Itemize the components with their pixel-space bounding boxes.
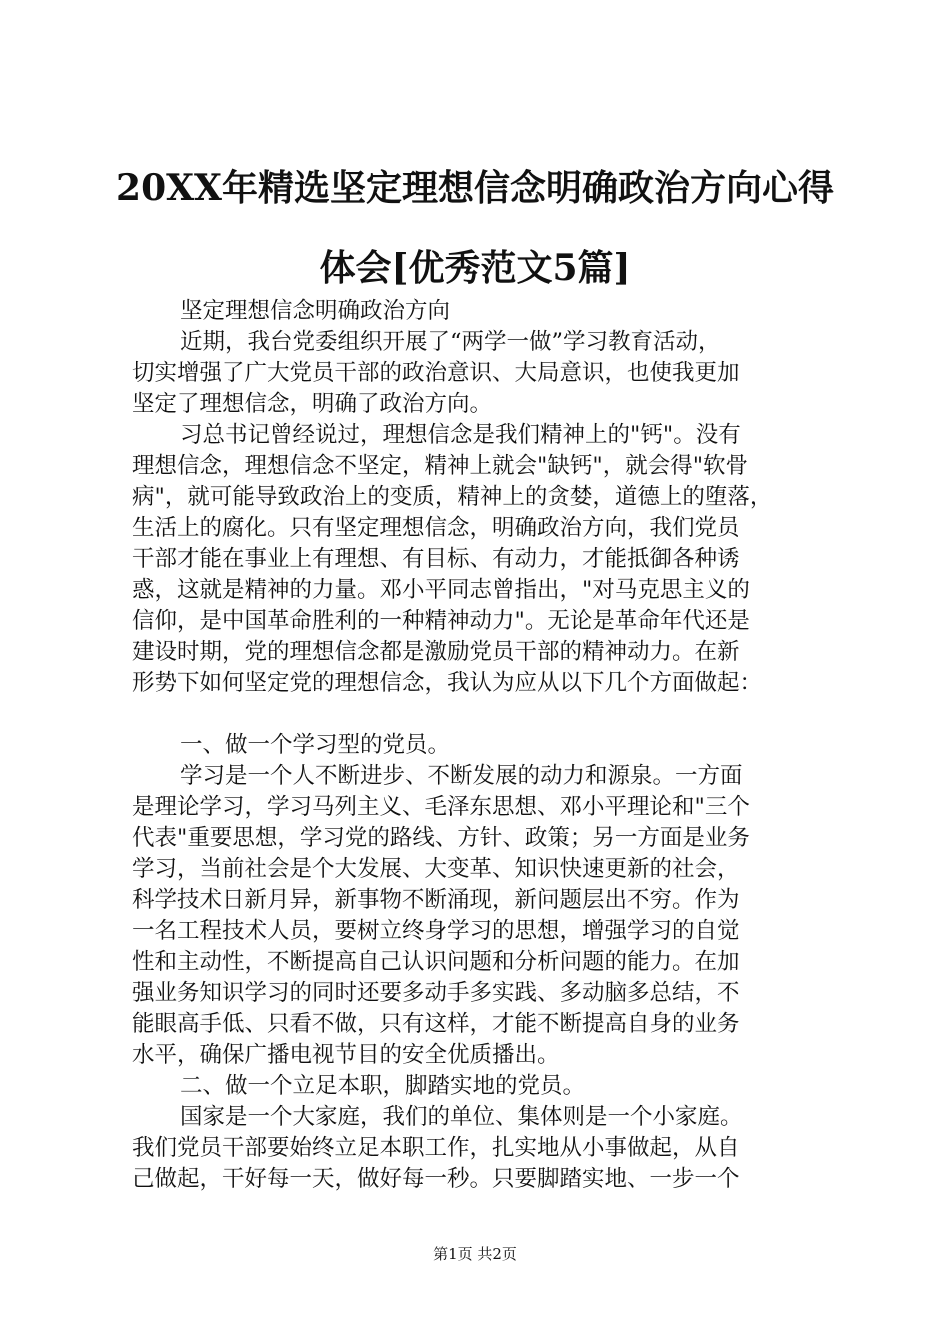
document-title-line-1: 20XX年精选坚定理想信念明确政治方向心得 [116,167,834,209]
body-line: 我们党员干部要始终立足本职工作，扎实地从小事做起，从自 [132,1135,740,1161]
body-line: 国家是一个大家庭，我们的单位、集体则是一个小家庭。 [180,1104,743,1130]
body-line: 学习是一个人不断进步、不断发展的动力和源泉。一方面 [180,763,743,789]
body-line: 强业务知识学习的同时还要多动手多实践、多动脑多总结，不 [132,980,740,1006]
body-line: 惑，这就是精神的力量。邓小平同志曾指出，"对马克思主义的 [132,577,750,603]
paragraph-gap [132,699,822,730]
body-line: 病"，就可能导致政治上的变质，精神上的贪婪，道德上的堕落， [132,484,773,510]
document-title-line-2: 体会[优秀范文5篇] [319,247,631,289]
body-line: 是理论学习，学习马列主义、毛泽东思想、邓小平理论和"三个 [132,794,750,820]
body-line: 性和主动性，不断提高自己认识问题和分析问题的能力。在加 [132,949,740,975]
body-line: 理想信念，理想信念不坚定，精神上就会"缺钙"，就会得"软骨 [132,453,749,479]
body-line: 习总书记曾经说过，理想信念是我们精神上的"钙"。没有 [180,422,741,448]
document-body [132,296,822,1195]
section-heading: 二、做一个立足本职，脚踏实地的党员。 [180,1073,586,1099]
body-line: 科学技术日新月异，新事物不断涌现，新问题层出不穷。作为 [132,887,740,913]
body-line: 形势下如何坚定党的理想信念，我认为应从以下几个方面做起： [132,670,763,696]
body-line: 水平，确保广播电视节目的安全优质播出。 [132,1042,560,1068]
body-line: 坚定了理想信念，明确了政治方向。 [132,391,493,417]
body-line: 一名工程技术人员，要树立终身学习的思想，增强学习的自觉 [132,918,740,944]
section-heading: 一、做一个学习型的党员。 [180,732,451,758]
body-line: 近期，我台党委组织开展了“两学一做”学习教育活动， [180,329,721,355]
body-line: 建设时期，党的理想信念都是激励党员干部的精神动力。在新 [132,639,740,665]
page-footer: 第1页 共2页 [433,1245,517,1263]
body-line: 干部才能在事业上有理想、有目标、有动力，才能抵御各种诱 [132,546,740,572]
body-line: 能眼高手低、只看不做，只有这样，才能不断提高自身的业务 [132,1011,740,1037]
body-line: 切实增强了广大党员干部的政治意识、大局意识，也使我更加 [132,360,740,386]
body-line: 信仰，是中国革命胜利的一种精神动力"。无论是革命年代还是 [132,608,750,634]
section-heading: 坚定理想信念明确政治方向 [180,298,451,324]
body-line: 学习，当前社会是个大发展、大变革、知识快速更新的社会， [132,856,740,882]
body-line: 代表"重要思想，学习党的路线、方针、政策；另一方面是业务 [132,825,750,851]
body-line: 生活上的腐化。只有坚定理想信念，明确政治方向，我们党员 [132,515,740,541]
body-line: 己做起，干好每一天，做好每一秒。只要脚踏实地、一步一个 [132,1166,740,1192]
